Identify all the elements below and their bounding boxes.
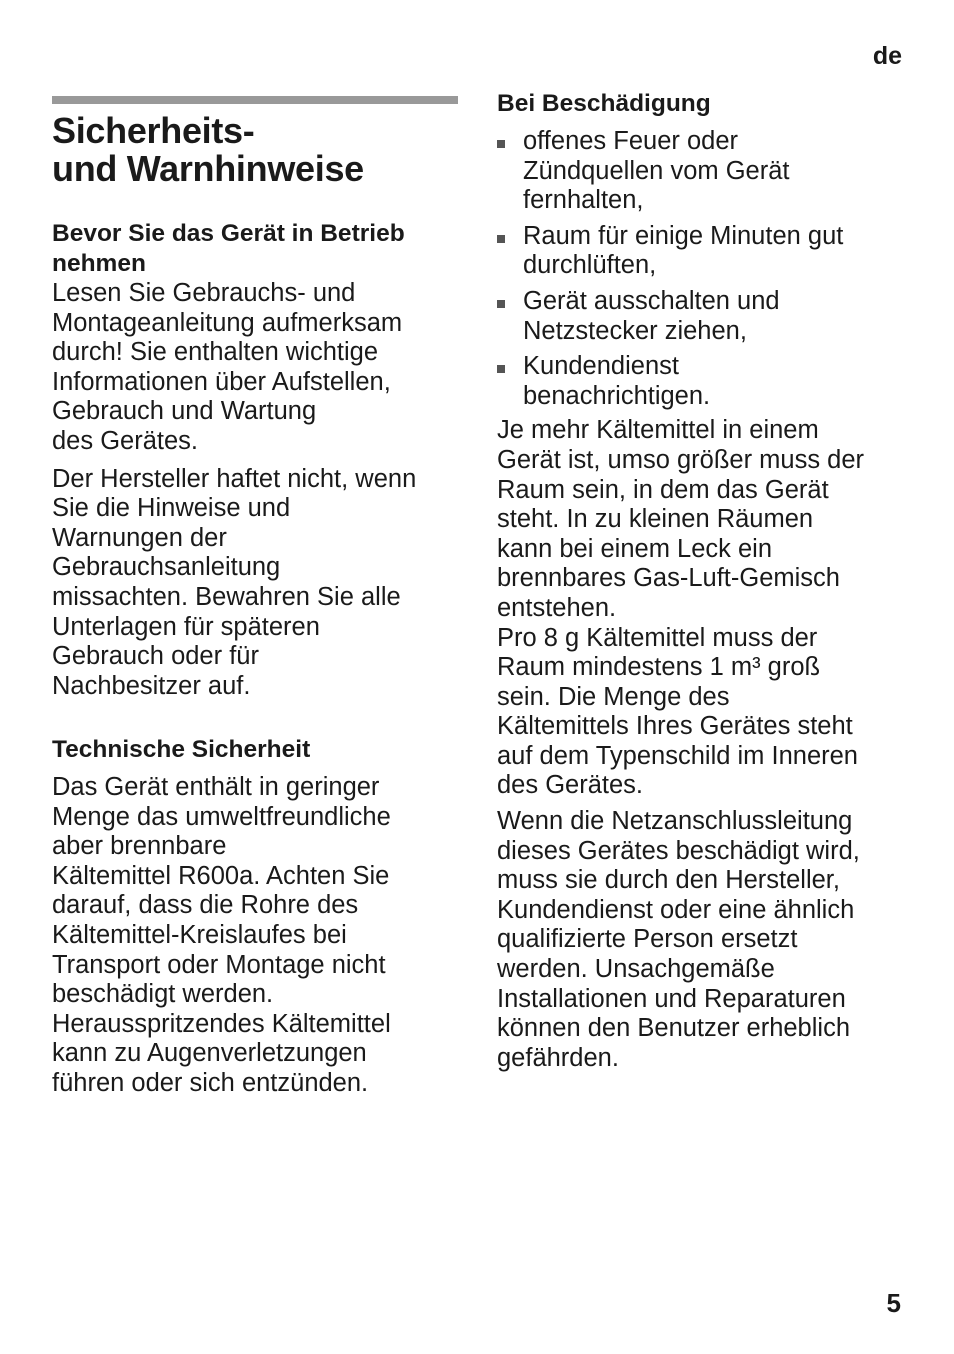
page-number: 5 xyxy=(886,1288,901,1318)
section-heading-technical-safety: Technische Sicherheit xyxy=(52,736,311,763)
language-label: de xyxy=(872,42,902,70)
list-item: Gerät ausschalten und Netzstecker ziehen, xyxy=(497,287,909,346)
page-title-line2: und Warnhinweise xyxy=(52,148,364,189)
paragraph-read-instructions: Lesen Sie Gebrauchs- und Montageanleitung aufmerksam durch! Sie enthalten wichtige Informationen über Aufstellen, Gebrauch und Wartung des Gerätes. xyxy=(52,279,403,455)
page-title-line1: Sicherheits- xyxy=(52,110,255,151)
list-item: Kundendienst benachrichtigen. xyxy=(497,352,909,411)
paragraph-refrigerant-room-size: Je mehr Kältemittel in einem Gerät ist, umso größer muss der Raum sein, in dem das Gerät steht. In zu kleinen Räumen kann bei einem Leck ein brennbares Gas-Luft-Gemisch entstehen. Pro 8 g Kältemittel muss der Raum mindestens 1 m³ groß sein. Die Menge des Kältemittels Ihres Gerätes steht auf dem Typenschild im Inneren des Gerätes. xyxy=(497,416,865,800)
page-title xyxy=(52,112,364,188)
section-damage xyxy=(497,89,909,1073)
paragraph-refrigerant: Das Gerät enthält in geringer Menge das umweltfreundliche aber brennbare Kältemittel R600a. Achten Sie darauf, dass die Rohre des Kältemittel-Kreislaufes bei Transport oder Montage nicht beschädigt werden. Herausspritzendes Kältemittel kann zu Augenverletzungen führen oder sich entzünden. xyxy=(52,773,391,1097)
section-before-use xyxy=(52,219,462,701)
damage-bullet-list xyxy=(497,127,909,411)
paragraph-power-cord: Wenn die Netzanschlussleitung dieses Gerätes beschädigt wird, muss sie durch den Hersteller, Kundendienst oder eine ähnlich qualifizierte Person ersetzt werden. Unsachgemäße Installationen und Reparaturen können den Benutzer erheblich gefährden. xyxy=(497,807,860,1072)
section-heading-before-use: Bevor Sie das Gerät in Betrieb nehmen xyxy=(52,220,405,277)
paragraph-manufacturer-liability: Der Hersteller haftet nicht, wenn Sie die Hinweise und Warnungen der Gebrauchsanleitung missachten. Bewahren Sie alle Unterlagen für späteren Gebrauch oder für Nachbesitzer auf. xyxy=(52,464,417,700)
list-item: Raum für einige Minuten gut durchlüften, xyxy=(497,222,909,281)
section-heading-damage: Bei Beschädigung xyxy=(497,90,711,117)
list-item: offenes Feuer oder Zündquellen vom Gerät fernhalten, xyxy=(497,127,909,216)
section-technical-safety xyxy=(52,735,462,1099)
title-rule xyxy=(52,96,458,104)
